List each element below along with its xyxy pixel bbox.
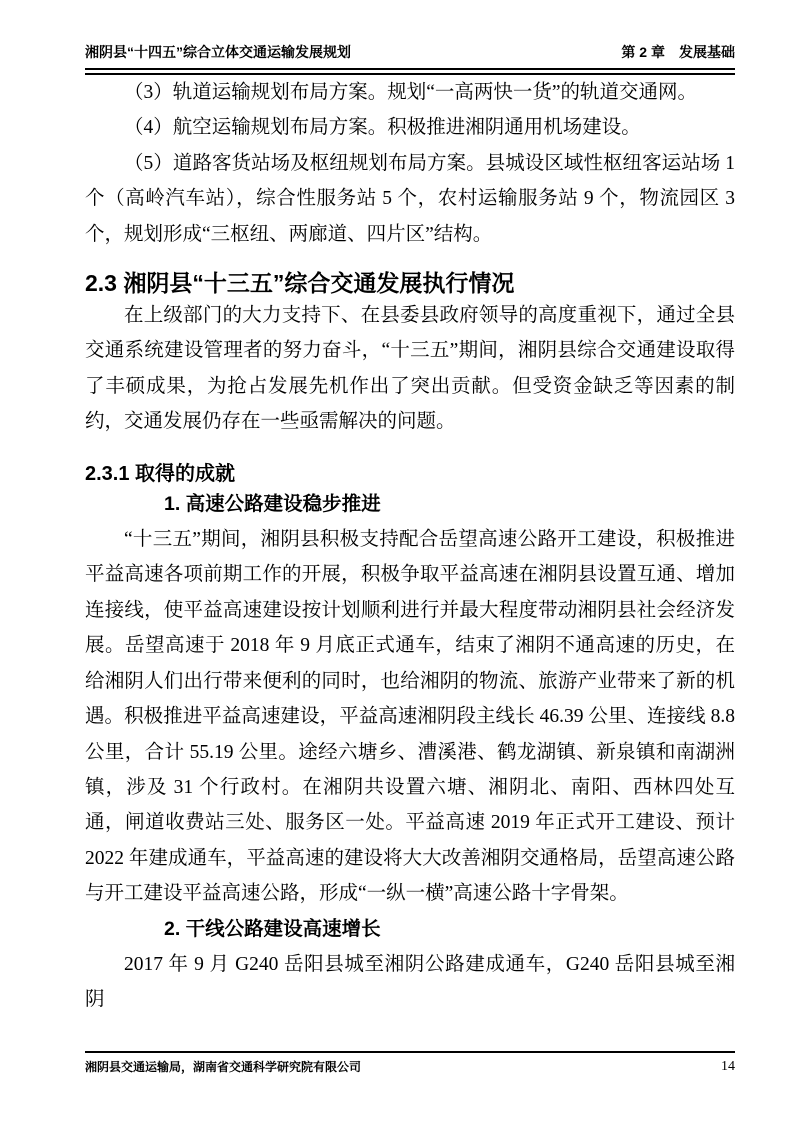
paragraph-expressway-progress: “十三五”期间，湘阴县积极支持配合岳望高速公路开工建设，积极推进平益高速各项前期工作的开展，积极争取平益高速在湘阴县设置互通、增加连接线，使平益高速建设按计划顺利进行并最大程度带动湘阴县社会经济发展。岳望高速于 2018 年 9 月底正式通车，结束了湘阴不通高速的历史，在给湘阴人们出行带来便利的同时，也给湘阴的物流、旅游产业带来了新的机遇。积极推进平益高速建设，平益高速湘阴段主线长 46.39 公里、连接线 8.8 公里，合计 55.19 公里。途经六塘乡、漕溪港、鹤龙湖镇、新泉镇和南湖洲镇，涉及 31 个行政村。在湘阴共设置六塘、湘阴北、南阳、西林四处互通，闸道收费站三处、服务区一处。平益高速 2019 年正式开工建设、预计 2022 年建成通车，平益高速的建设将大大改善湘阴交通格局，岳望高速公路与开工建设平益高速公路，形成“一纵一横”高速公路十字骨架。 xyxy=(85,529,735,905)
subheading-trunk-road: 2. 干线公路建设高速增长 xyxy=(164,917,381,940)
header-chapter-label: 第 2 章 发展基础 xyxy=(621,44,735,60)
page-footer xyxy=(85,1051,735,1075)
section-heading-2-3-1: 2.3.1 取得的成就 xyxy=(85,462,236,485)
document-body xyxy=(85,75,735,1018)
header-doc-title: 湘阴县“十四五”综合立体交通运输发展规划 xyxy=(85,44,351,60)
subheading-expressway: 1. 高速公路建设稳步推进 xyxy=(164,492,381,515)
section-heading-2-3: 2.3 湘阴县“十三五”综合交通发展执行情况 xyxy=(85,270,515,297)
paragraph-trunk-road: 2017 年 9 月 G240 岳阳县城至湘阴公路建成通车，G240 岳阳县城至湘阴 xyxy=(85,953,735,1011)
header-double-rule xyxy=(85,68,735,75)
footer-page-number: 14 xyxy=(721,1059,735,1074)
footer-organizations: 湘阴县交通运输局，湖南省交通科学研究院有限公司 xyxy=(85,1060,362,1074)
page-header xyxy=(85,44,735,61)
paragraph-rail-plan: （3）轨道运输规划布局方案。规划“一高两快一货”的轨道交通网。 xyxy=(124,82,698,103)
paragraph-air-plan: （4）航空运输规划布局方案。积极推进湘阴通用机场建设。 xyxy=(124,117,641,139)
paragraph-section-intro: 在上级部门的大力支持下、在县委县政府领导的高度重视下，通过全县交通系统建设管理者的努力奋斗，“十三五”期间，湘阴县综合交通建设取得了丰硕成果，为抢占发展先机作出了突出贡献。但受资金缺乏等因素的制约，交通发展仍存在一些亟需解决的问题。 xyxy=(85,305,735,433)
paragraph-station-plan: （5）道路客货站场及枢纽规划布局方案。县城设区域性枢纽客运站场 1 个（高岭汽车站），综合性服务站 5 个，农村运输服务站 9 个，物流园区 3 个，规划形成“三枢纽、两廊道、四片区”结构。 xyxy=(85,152,735,245)
